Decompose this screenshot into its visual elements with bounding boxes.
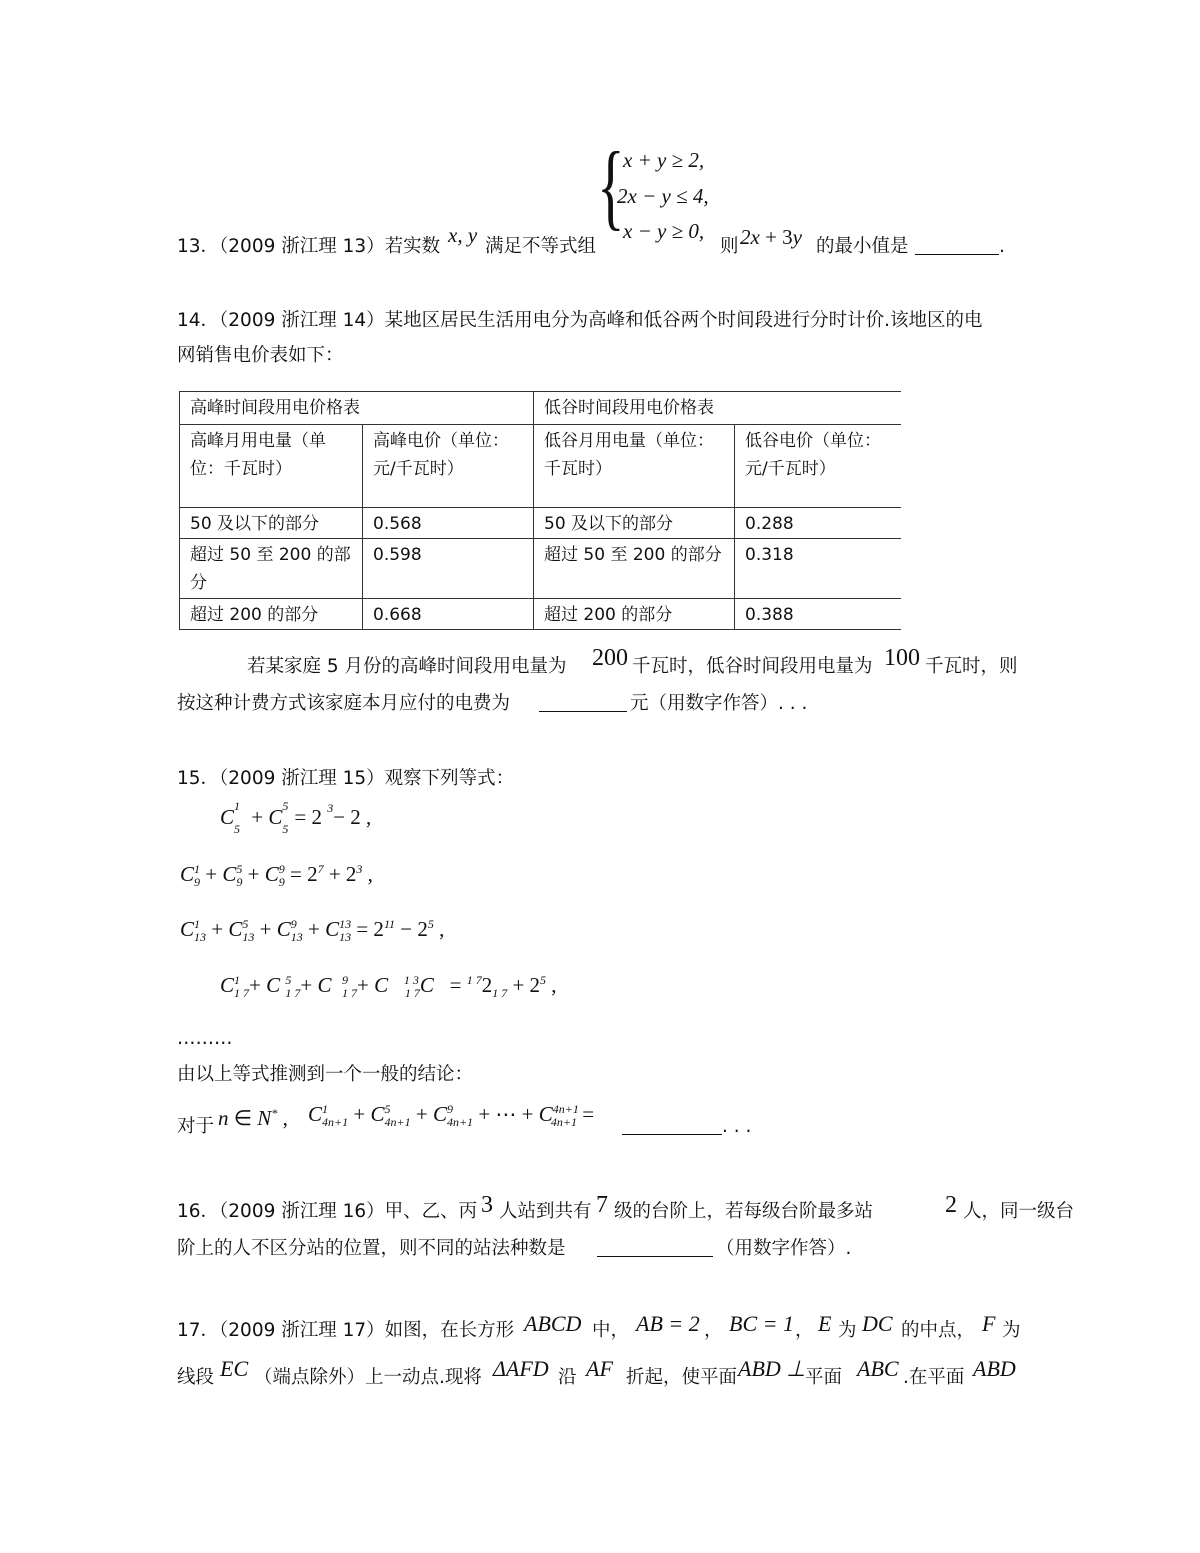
table-row: [180, 508, 902, 539]
equation-1: $C^1_5 + C^5_5= 2$ $^3$− 2 ,: [220, 799, 372, 837]
q13-suffix: 的最小值是: [816, 236, 909, 257]
q17-line-2a: 线段: [177, 1367, 215, 1388]
table-cell: 超过 50 至 200 的部分: [180, 539, 363, 599]
q14-answer-blank: [539, 693, 627, 712]
table-cell: 0.318: [735, 539, 902, 599]
q13-vars: x, y: [448, 223, 478, 247]
table-cell: 超过 200 的部分: [180, 599, 363, 630]
q17-line-1c: 为: [838, 1320, 857, 1341]
q17-ab: AB = 2: [636, 1311, 700, 1336]
q16-line-1b: 人站到共有: [499, 1201, 592, 1222]
q17-line-1a: 17．（2009 浙江理 17）如图，在长方形: [177, 1320, 515, 1341]
q17-line-1e: 为: [1002, 1320, 1021, 1341]
q17-abd-2: ABD: [973, 1356, 1016, 1381]
q17-dc: DC: [862, 1311, 893, 1336]
q15-condition: n ∈ N* ,: [218, 1106, 288, 1130]
q13-prefix: 13．（2009 浙江理 13）若实数: [177, 236, 441, 257]
q14-after-1e: 千瓦时，则: [925, 656, 1018, 677]
table-cell: 0.668: [363, 599, 534, 630]
q14-after-1c: 千瓦时，低谷时间段用电量为: [632, 656, 873, 677]
table-row: [180, 599, 902, 630]
q16-line-1a: 16．（2009 浙江理 16）甲、乙、丙: [177, 1201, 478, 1222]
system-line-1: x + y ≥ 2,: [623, 148, 705, 172]
q17-comma-2: ，: [795, 1320, 814, 1341]
q17-abc: ABC: [857, 1356, 899, 1381]
q14-line-1: 14．（2009 浙江理 14）某地区居民生活用电分为高峰和低谷两个时间段进行分时计价.该地区的电: [177, 310, 983, 331]
q17-abcd: ABCD: [524, 1311, 582, 1336]
q17-bc: BC = 1: [729, 1311, 794, 1336]
q14-after-2a: 按这种计费方式该家庭本月应付的电费为: [177, 693, 511, 714]
col-valley-usage: 低谷月用电量（单位：千瓦时）: [534, 425, 735, 508]
q14-peak-kwh: 200: [592, 645, 628, 671]
q16-n2: 2: [945, 1192, 957, 1218]
q17-line-2c: 沿: [558, 1367, 577, 1388]
table-cell: 50 及以下的部分: [534, 508, 735, 539]
col-peak-price: 高峰电价（单位：元/千瓦时）: [363, 425, 534, 508]
valley-title: 低谷时间段用电价格表: [534, 392, 902, 425]
price-table: [179, 391, 901, 630]
q17-af: AF: [586, 1356, 613, 1381]
col-peak-usage: 高峰月用电量（单位：千瓦时）: [180, 425, 363, 508]
q14-line-2: 网销售电价表如下：: [177, 345, 344, 366]
table-cell: 超过 50 至 200 的部分: [534, 539, 735, 599]
q16-answer-blank: [597, 1238, 713, 1257]
q17-line-2d: 折起，使平面: [626, 1367, 738, 1388]
table-row: [180, 539, 902, 599]
q15-end: . . .: [722, 1116, 752, 1137]
q17-line-1b: 中，: [592, 1320, 630, 1341]
general-equation: $C^1_{4n+1} + C^5_{4n+1} + C^9_{4n+1}$ + ⋯ + $C^{4n+1}_{4n+1}$ =: [308, 1102, 595, 1130]
q16-line-2a: 阶上的人不区分站的位置，则不同的站法种数是: [177, 1238, 566, 1259]
q15-dots: ………: [177, 1028, 233, 1049]
table-cell: 50 及以下的部分: [180, 508, 363, 539]
table-cell: 超过 200 的部分: [534, 599, 735, 630]
q17-line-2e: 平面: [805, 1367, 843, 1388]
q14-after-2b: 元（用数字作答）. . .: [630, 693, 808, 714]
q17-line-2f: .在平面: [903, 1367, 965, 1388]
q17-e: E: [818, 1311, 832, 1336]
table-cell: 0.288: [735, 508, 902, 539]
table-cell: 0.388: [735, 599, 902, 630]
system-line-2: 2x − y ≤ 4,: [617, 184, 709, 208]
left-brace-icon: {: [597, 132, 625, 239]
q14-valley-kwh: 100: [884, 645, 920, 671]
table-cell: 0.568: [363, 508, 534, 539]
q16-line-1d: 人，同一级台: [963, 1201, 1075, 1222]
equation-2: $C^1_9 + C^5_9 + C^9_9 = 2^7 + 2^3$ ,: [180, 862, 373, 890]
q17-abd-perp: ABD ⊥: [738, 1356, 806, 1381]
peak-title: 高峰时间段用电价格表: [180, 392, 534, 425]
q14-after-1a: 若某家庭 5 月份的高峰时间段用电量为: [247, 656, 567, 677]
q17-line-2b: （端点除外）上一动点.现将: [254, 1367, 482, 1388]
q16-line-2b: （用数字作答）.: [716, 1238, 852, 1259]
q17-line-1d: 的中点，: [901, 1320, 976, 1341]
equation-3: $C^1_{13} + C^5_{13} + C^9_{13} + C^{13}_{13} = 2^{11} - 2^5$ ,: [180, 917, 445, 945]
q13-end: .: [999, 236, 1005, 257]
q16-n3: 3: [481, 1192, 493, 1218]
q13-text: [177, 235, 440, 259]
q13-then: 则: [720, 236, 739, 257]
q17-ec: EC: [220, 1356, 249, 1381]
q17-comma-1: ，: [704, 1320, 723, 1341]
q17-f: F: [982, 1311, 996, 1336]
table-cell: 0.598: [363, 539, 534, 599]
system-line-3: x − y ≥ 0,: [623, 219, 705, 243]
q16-n7: 7: [596, 1192, 608, 1218]
q15-answer-blank: [622, 1116, 722, 1135]
q16-line-1c: 级的台阶上，若每级台阶最多站: [614, 1201, 874, 1222]
equation-4: $C^1_{1 7}+ C$ $^5_{1 7}$+ C $^9_{1 7}$+ C $^{1 3}_{1 7}C = ^{1 7}2_{1 7} + 2^5$ ,: [220, 973, 557, 1001]
q17-triangle: ΔAFD: [493, 1356, 549, 1381]
q13-expr: 2x + 3y: [740, 225, 802, 249]
q15-line-1: 15．（2009 浙江理 15）观察下列等式：: [177, 768, 515, 789]
q13-answer-blank: [915, 236, 999, 255]
q13-mid: 满足不等式组: [485, 236, 597, 257]
q15-for-label: 对于: [177, 1116, 215, 1137]
q15-conclude: 由以上等式推测到一个一般的结论：: [177, 1064, 474, 1085]
col-valley-price: 低谷电价（单位：元/千瓦时）: [735, 425, 902, 508]
